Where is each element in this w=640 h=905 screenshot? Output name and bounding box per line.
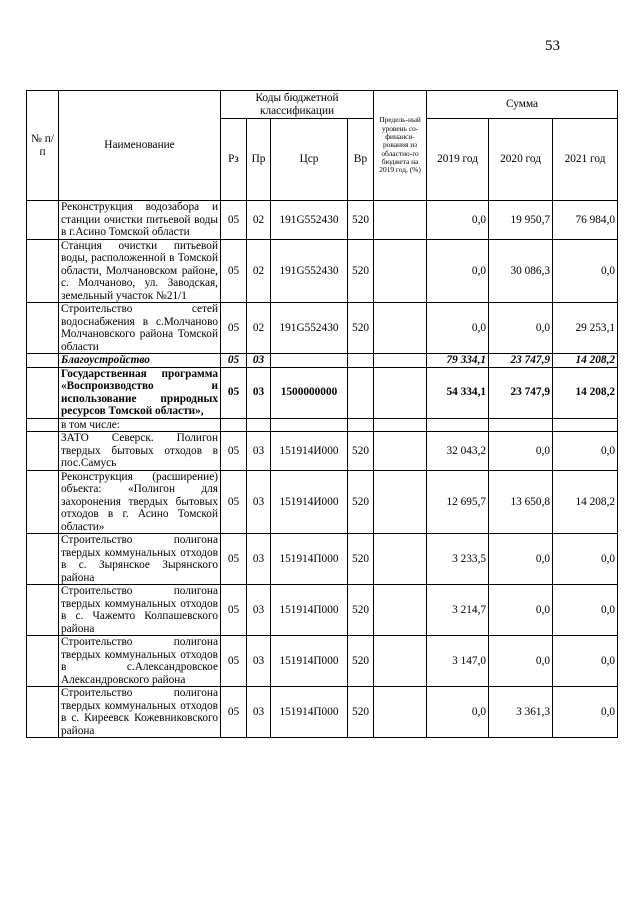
row-vr <box>348 418 374 432</box>
row-2020: 19 950,7 <box>489 201 553 240</box>
row-name: Станция очистки питьевой воды, расположенной в Томской области, Молчановском районе, с. Молчаново, ул. Заводская, земельный участок №21/1 <box>59 239 221 303</box>
row-rz: 05 <box>221 636 247 687</box>
row-vr: 520 <box>348 585 374 636</box>
row-level <box>374 470 427 534</box>
row-2019: 0,0 <box>427 239 489 303</box>
row-2019 <box>427 418 489 432</box>
row-2020: 0,0 <box>489 636 553 687</box>
table-row-subtotal <box>27 354 618 368</box>
row-2020: 13 650,8 <box>489 470 553 534</box>
row-level <box>374 354 427 368</box>
table-row <box>27 687 618 738</box>
row-rz: 05 <box>221 367 247 418</box>
row-csr <box>271 354 348 368</box>
row-pr: 03 <box>247 470 271 534</box>
row-pr: 03 <box>247 354 271 368</box>
row-2019: 3 233,5 <box>427 534 489 585</box>
row-csr: 151914И000 <box>271 470 348 534</box>
row-2020: 30 086,3 <box>489 239 553 303</box>
row-2019: 12 695,7 <box>427 470 489 534</box>
row-csr: 151914П000 <box>271 585 348 636</box>
row-rz: 05 <box>221 687 247 738</box>
row-2019: 3 214,7 <box>427 585 489 636</box>
row-csr: 191G552430 <box>271 303 348 354</box>
row-2021: 14 208,2 <box>553 367 618 418</box>
row-pr: 02 <box>247 201 271 240</box>
row-pr: 03 <box>247 432 271 471</box>
row-name: Строительство полигона твердых коммунальных отходов в с. Зырянское Зырянского района <box>59 534 221 585</box>
row-vr: 520 <box>348 432 374 471</box>
row-2021: 0,0 <box>553 432 618 471</box>
row-number <box>27 432 59 471</box>
row-rz: 05 <box>221 239 247 303</box>
row-csr: 151914П000 <box>271 636 348 687</box>
row-pr <box>247 418 271 432</box>
row-2019: 0,0 <box>427 201 489 240</box>
header-2021: 2021 год <box>553 119 618 201</box>
row-2019: 32 043,2 <box>427 432 489 471</box>
row-name: Строительство полигона твердых коммунальных отходов в с.Александровское Александровского района <box>59 636 221 687</box>
row-name: Реконструкция (расширение) объекта: «Полигон для захоронения твердых бытовых отходов в г. Асино Томской области» <box>59 470 221 534</box>
header-2019: 2019 год <box>427 119 489 201</box>
row-rz: 05 <box>221 354 247 368</box>
row-2021: 0,0 <box>553 585 618 636</box>
row-2019: 54 334,1 <box>427 367 489 418</box>
row-number <box>27 239 59 303</box>
row-level <box>374 239 427 303</box>
row-name: ЗАТО Северск. Полигон твердых бытовых отходов в пос.Самусь <box>59 432 221 471</box>
row-2020: 0,0 <box>489 303 553 354</box>
row-name: Строительство полигона твердых коммунальных отходов в с. Чажемто Колпашевского района <box>59 585 221 636</box>
row-2020: 3 361,3 <box>489 687 553 738</box>
row-2021: 14 208,2 <box>553 470 618 534</box>
row-pr: 03 <box>247 636 271 687</box>
row-csr: 191G552430 <box>271 201 348 240</box>
header-cofinancing-level: Предель-ный уровень со-финанси-рования из областно-го бюджета на 2019 год, (%) <box>374 91 427 201</box>
row-number <box>27 418 59 432</box>
row-vr <box>348 367 374 418</box>
header-rz: Рз <box>221 119 247 201</box>
row-name: Государственная программа «Воспроизводство и использование природных ресурсов Томской области», <box>59 367 221 418</box>
row-2019: 0,0 <box>427 303 489 354</box>
row-2021: 0,0 <box>553 239 618 303</box>
table-header <box>27 91 618 201</box>
row-csr: 191G552430 <box>271 239 348 303</box>
table-row <box>27 418 618 432</box>
page-number: 53 <box>545 38 560 54</box>
row-vr: 520 <box>348 201 374 240</box>
table-row <box>27 201 618 240</box>
row-number <box>27 470 59 534</box>
row-level <box>374 636 427 687</box>
row-2019: 0,0 <box>427 687 489 738</box>
header-name: Наименование <box>59 91 221 201</box>
row-vr: 520 <box>348 239 374 303</box>
header-pr: Пр <box>247 119 271 201</box>
table-row <box>27 303 618 354</box>
row-rz: 05 <box>221 432 247 471</box>
header-sum-group: Сумма <box>427 91 618 119</box>
table-row-program <box>27 367 618 418</box>
header-codes-group: Коды бюджетной классификации <box>221 91 374 119</box>
row-pr: 02 <box>247 303 271 354</box>
row-pr: 02 <box>247 239 271 303</box>
row-name: в том числе: <box>59 418 221 432</box>
table-row <box>27 636 618 687</box>
row-pr: 03 <box>247 585 271 636</box>
row-rz: 05 <box>221 585 247 636</box>
row-2020: 23 747,9 <box>489 367 553 418</box>
row-rz: 05 <box>221 470 247 534</box>
row-number <box>27 687 59 738</box>
row-level <box>374 367 427 418</box>
row-pr: 03 <box>247 687 271 738</box>
row-level <box>374 534 427 585</box>
row-2020: 0,0 <box>489 534 553 585</box>
row-number <box>27 534 59 585</box>
row-level <box>374 432 427 471</box>
row-number <box>27 354 59 368</box>
row-pr: 03 <box>247 534 271 585</box>
row-vr: 520 <box>348 470 374 534</box>
row-rz: 05 <box>221 201 247 240</box>
row-level <box>374 303 427 354</box>
row-2021: 14 208,2 <box>553 354 618 368</box>
row-csr <box>271 418 348 432</box>
row-2021: 0,0 <box>553 534 618 585</box>
row-vr: 520 <box>348 303 374 354</box>
row-level <box>374 201 427 240</box>
table-row <box>27 239 618 303</box>
header-csr: Цср <box>271 119 348 201</box>
header-number: № п/п <box>27 91 59 201</box>
row-2020 <box>489 418 553 432</box>
row-2019: 3 147,0 <box>427 636 489 687</box>
row-number <box>27 585 59 636</box>
row-2019: 79 334,1 <box>427 354 489 368</box>
row-name: Строительство сетей водоснабжения в с.Молчаново Молчановского района Томской области <box>59 303 221 354</box>
row-2021: 0,0 <box>553 636 618 687</box>
row-name: Благоустройство <box>59 354 221 368</box>
row-number <box>27 367 59 418</box>
header-2020: 2020 год <box>489 119 553 201</box>
row-level <box>374 585 427 636</box>
row-level <box>374 687 427 738</box>
budget-table <box>26 90 618 738</box>
row-csr: 1500000000 <box>271 367 348 418</box>
row-number <box>27 303 59 354</box>
row-level <box>374 418 427 432</box>
row-rz: 05 <box>221 534 247 585</box>
row-rz <box>221 418 247 432</box>
row-number <box>27 201 59 240</box>
table-body <box>27 201 618 738</box>
row-csr: 151914П000 <box>271 687 348 738</box>
row-number <box>27 636 59 687</box>
row-csr: 151914П000 <box>271 534 348 585</box>
row-rz: 05 <box>221 303 247 354</box>
row-2021: 0,0 <box>553 687 618 738</box>
row-vr <box>348 354 374 368</box>
row-2021: 29 253,1 <box>553 303 618 354</box>
table-row <box>27 432 618 471</box>
header-vr: Вр <box>348 119 374 201</box>
row-name: Реконструкция водозабора и станции очистки питьевой воды в г.Асино Томской области <box>59 201 221 240</box>
row-vr: 520 <box>348 687 374 738</box>
row-name: Строительство полигона твердых коммунальных отходов в с. Киреевск Кожевниковского района <box>59 687 221 738</box>
row-2020: 0,0 <box>489 585 553 636</box>
row-2020: 23 747,9 <box>489 354 553 368</box>
row-vr: 520 <box>348 534 374 585</box>
table-row <box>27 534 618 585</box>
row-pr: 03 <box>247 367 271 418</box>
row-2021 <box>553 418 618 432</box>
row-csr: 151914И000 <box>271 432 348 471</box>
table-row <box>27 585 618 636</box>
row-2020: 0,0 <box>489 432 553 471</box>
row-2021: 76 984,0 <box>553 201 618 240</box>
table-row <box>27 470 618 534</box>
row-vr: 520 <box>348 636 374 687</box>
